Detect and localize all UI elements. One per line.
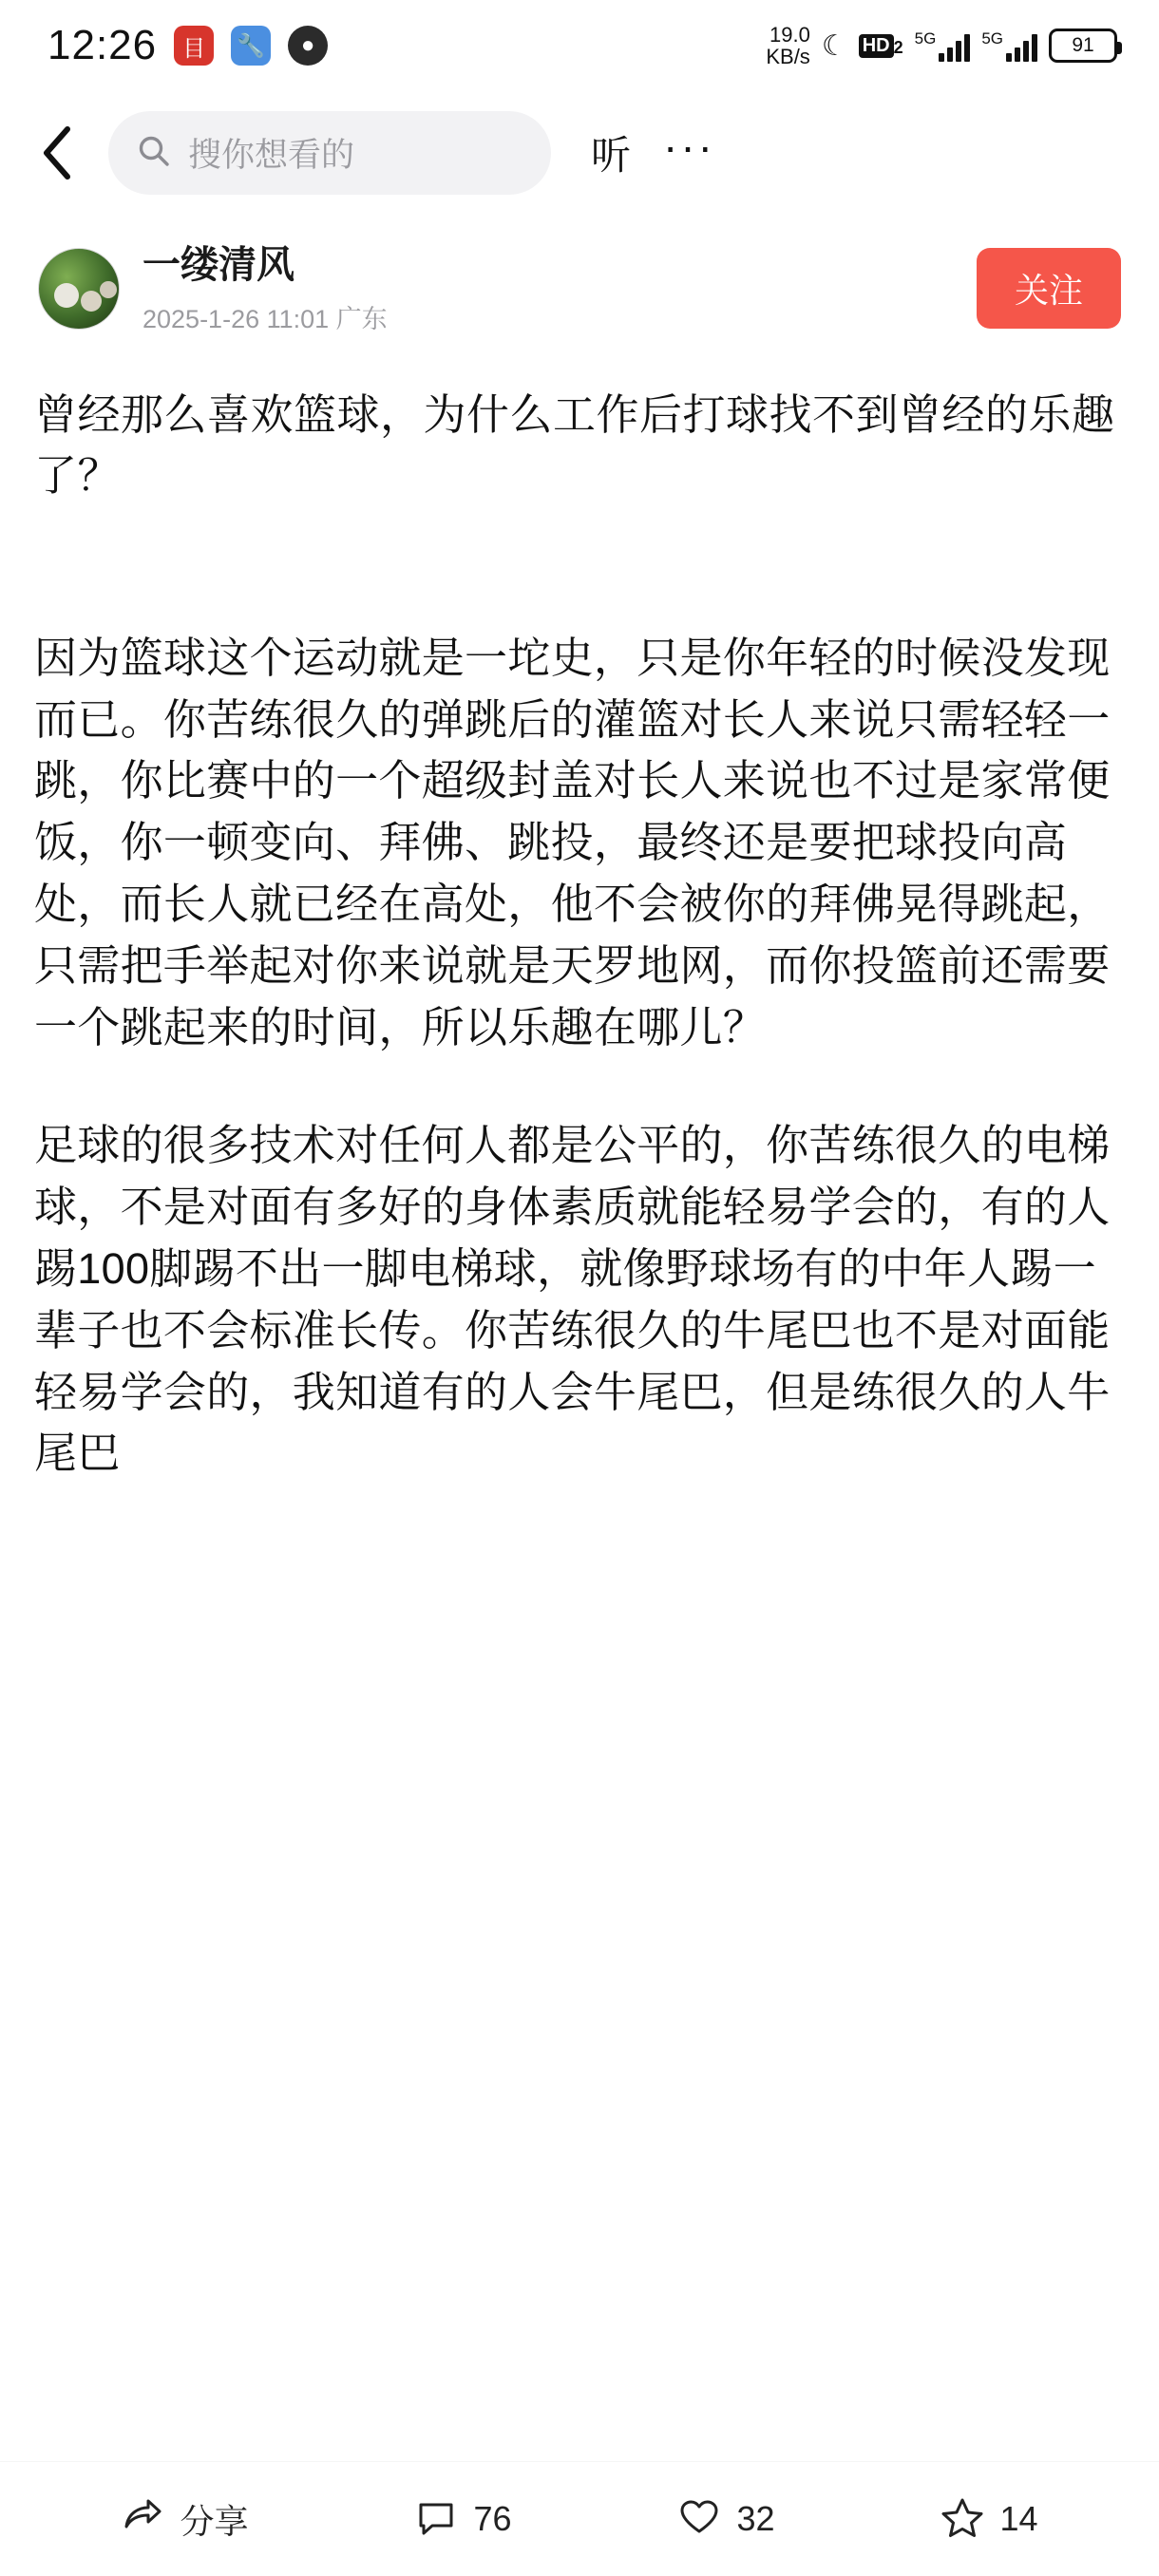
comment-icon [414,2495,458,2544]
author-name[interactable]: 一缕清风 [142,244,294,286]
moon-icon: ☾ [821,29,847,62]
page-title: 曾经那么喜欢篮球，为什么工作后打球找不到曾经的乐趣了？ [34,390,1115,500]
share-icon [121,2495,164,2544]
status-bar-right [766,24,1117,67]
signal-bars-icon-1 [939,33,970,62]
bottom-action-bar [0,2462,1159,2576]
status-bar-left [48,22,328,69]
star-icon [940,2495,984,2544]
share-button[interactable] [121,2495,248,2544]
author-row [0,215,1159,345]
like-count: 32 [736,2499,775,2538]
top-navigation-bar [0,91,1159,215]
red-app-icon: 目 [174,26,214,66]
content-fade [0,2430,1159,2462]
post-content [0,385,1159,1485]
avatar-image [54,283,79,308]
hd-sub: 2 [893,37,903,57]
heart-icon [677,2495,721,2544]
network-speed-unit: KB/s [766,45,810,68]
signal-bars-icon-2 [1006,33,1037,62]
signal-group-1 [915,29,971,62]
back-chevron-icon[interactable] [27,122,89,184]
avatar[interactable] [38,248,120,330]
network-speed-value: 19.0 [769,22,810,47]
network-type-2: 5G [981,29,1003,47]
spacer-1 [34,506,1125,628]
search-input[interactable] [108,111,551,195]
status-time: 12:26 [48,22,158,68]
network-speed [766,24,809,67]
post-paragraph-2: 足球的很多技术对任何人都是公平的，你苦练很久的电梯球，不是对面有多好的身体素质就能轻易学会的，有的人踢100脚踢不出一脚电梯球，就像野球场有的中年人踢一辈子也不会标准长传。你苦练很久的牛尾巴也不是对面能轻易学会的，我知道有的人会牛尾巴，但是练很久的人牛尾巴 [34,1121,1111,1478]
signal-group-2 [981,29,1037,62]
hd-label: HD [859,34,894,58]
wrench-app-icon: 🔧 [231,26,271,66]
favorite-count: 14 [999,2499,1038,2538]
comment-count: 76 [473,2499,512,2538]
share-label: 分享 [180,2501,249,2541]
comment-button[interactable] [414,2495,511,2544]
author-meta [142,241,977,335]
post-meta: 2025-1-26 11:01 广东 [142,305,388,333]
follow-button[interactable]: 关注 [977,248,1121,329]
spacer-2 [34,1058,1125,1115]
more-options-button[interactable]: ··· [663,121,715,171]
battery-level: 91 [1072,34,1094,56]
network-type-1: 5G [914,29,937,47]
dark-clock-icon: ● [288,26,328,66]
favorite-button[interactable] [940,2495,1037,2544]
post-paragraph-1: 因为篮球这个运动就是一坨史，只是你年轻的时候没发现而已。你苦练很久的弹跳后的灌篮对长人来说只需轻轻一跳，你比赛中的一个超级封盖对长人来说也不过是家常便饭，你一顿变向、拜佛、跳投，最终还是要把球投向高处，而长人就已经在高处，他不会被你的拜佛晃得跳起，只需把手举起对你来说就是天罗地网，而你投篮前还需要一个跳起来的时间，所以乐趣在哪儿？ [34,633,1111,1051]
listen-button[interactable]: 听 [591,133,632,178]
like-button[interactable] [677,2495,774,2544]
hd-voice-icon [859,34,903,58]
battery-icon [1049,28,1117,63]
status-bar [0,0,1159,91]
search-placeholder: 搜你想看的 [188,137,355,174]
search-icon [137,134,171,173]
